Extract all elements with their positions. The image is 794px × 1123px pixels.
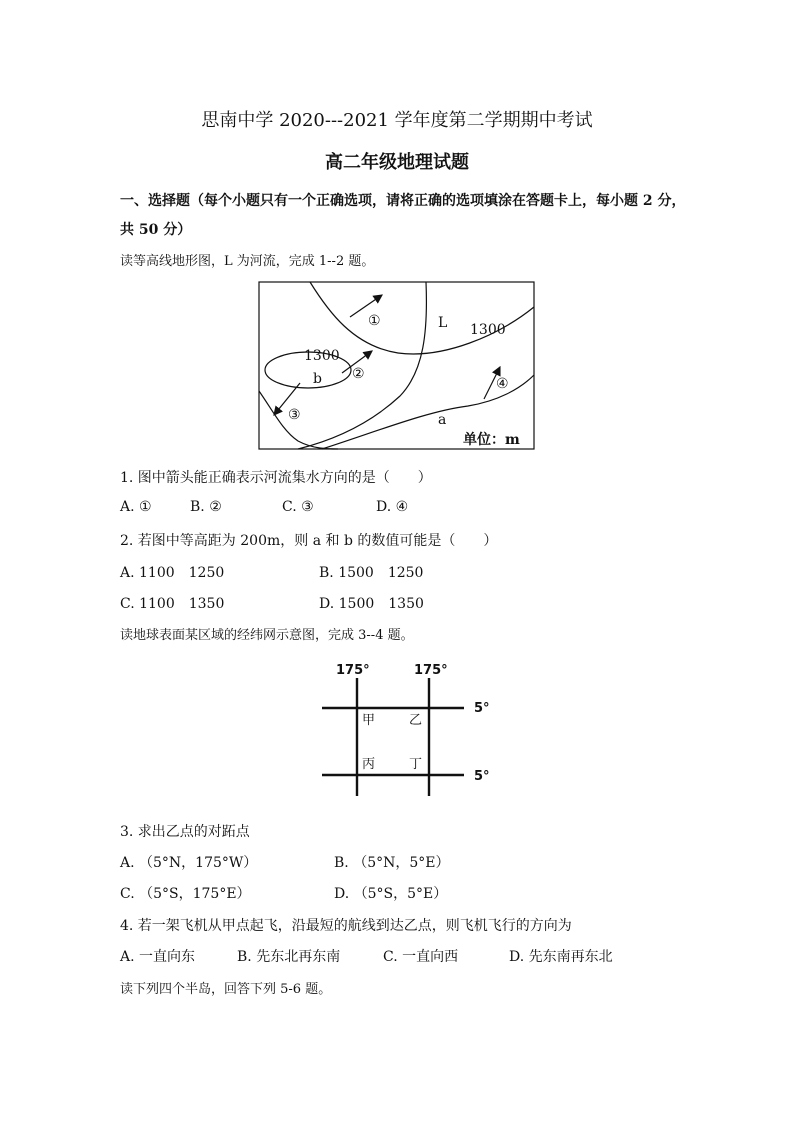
- q1-option-a: A. ①: [120, 499, 152, 515]
- intro-peninsulas: 读下列四个半岛，回答下列 5-6 题。: [120, 982, 332, 997]
- label-circle-3: ③: [288, 407, 301, 423]
- q4-option-b: B. 先东北再东南: [237, 949, 341, 965]
- q3-option-d: D. （5°S，5°E）: [334, 886, 448, 902]
- label-b: b: [313, 371, 322, 387]
- q1-option-b: B. ②: [190, 499, 222, 515]
- school-title: 思南中学 2020---2021 学年度第二学期期中考试: [201, 110, 593, 131]
- q4-text: 4. 若一架飞机从甲点起飞，沿最短的航线到达乙点，则飞机飞行的方向为: [120, 918, 572, 934]
- label-circle-1: ①: [368, 313, 381, 329]
- q3-option-b: B. （5°N，5°E）: [334, 855, 450, 871]
- q4-option-d: D. 先东南再东北: [509, 949, 613, 965]
- label-circle-2: ②: [352, 366, 365, 382]
- section-heading-line1: 一、选择题（每个小题只有一个正确选项，请将正确的选项填涂在答题卡上，每小题 2 分，: [120, 193, 686, 209]
- q3-option-c: C. （5°S，175°E）: [120, 886, 251, 902]
- intro-contour: 读等高线地形图，L 为河流，完成 1--2 题。: [120, 254, 375, 269]
- q2-option-a: A. 1100 1250: [120, 565, 225, 581]
- q2-text: 2. 若图中等高距为 200m，则 a 和 b 的数值可能是（ ）: [120, 533, 498, 549]
- label-river-l: L: [438, 315, 448, 331]
- contour-map: [258, 281, 536, 451]
- q1-option-c: C. ③: [282, 499, 314, 515]
- label-contour-1300-right: 1300: [470, 322, 506, 338]
- label-contour-1300-left: 1300: [304, 348, 340, 364]
- label-jia: 甲: [362, 713, 376, 728]
- exam-title: 高二年级地理试题: [325, 152, 469, 173]
- q4-option-a: A. 一直向东: [120, 949, 196, 965]
- q1-option-d: D. ④: [376, 499, 409, 515]
- latlon-grid: [318, 656, 498, 798]
- section-heading-line2: 共 50 分）: [120, 222, 192, 238]
- q2-option-d: D. 1500 1350: [319, 596, 424, 612]
- label-yi: 乙: [409, 713, 423, 728]
- label-ding: 丁: [409, 757, 423, 772]
- q4-option-c: C. 一直向西: [383, 949, 459, 965]
- q2-option-b: B. 1500 1250: [319, 565, 424, 581]
- label-bing: 丙: [362, 757, 376, 772]
- q3-text: 3. 求出乙点的对跖点: [120, 824, 250, 840]
- label-lon-left: 175°: [336, 663, 370, 678]
- label-a: a: [438, 412, 447, 428]
- label-unit: 单位：m: [463, 432, 520, 448]
- q2-option-c: C. 1100 1350: [120, 596, 225, 612]
- label-lon-right: 175°: [414, 663, 448, 678]
- label-lat-bottom: 5°: [474, 769, 490, 784]
- q3-option-a: A. （5°N，175°W）: [120, 855, 258, 871]
- q1-text: 1. 图中箭头能正确表示河流集水方向的是（ ）: [120, 470, 432, 486]
- intro-grid: 读地球表面某区域的经纬网示意图，完成 3--4 题。: [120, 628, 414, 643]
- label-circle-4: ④: [496, 376, 509, 392]
- label-lat-top: 5°: [474, 701, 490, 716]
